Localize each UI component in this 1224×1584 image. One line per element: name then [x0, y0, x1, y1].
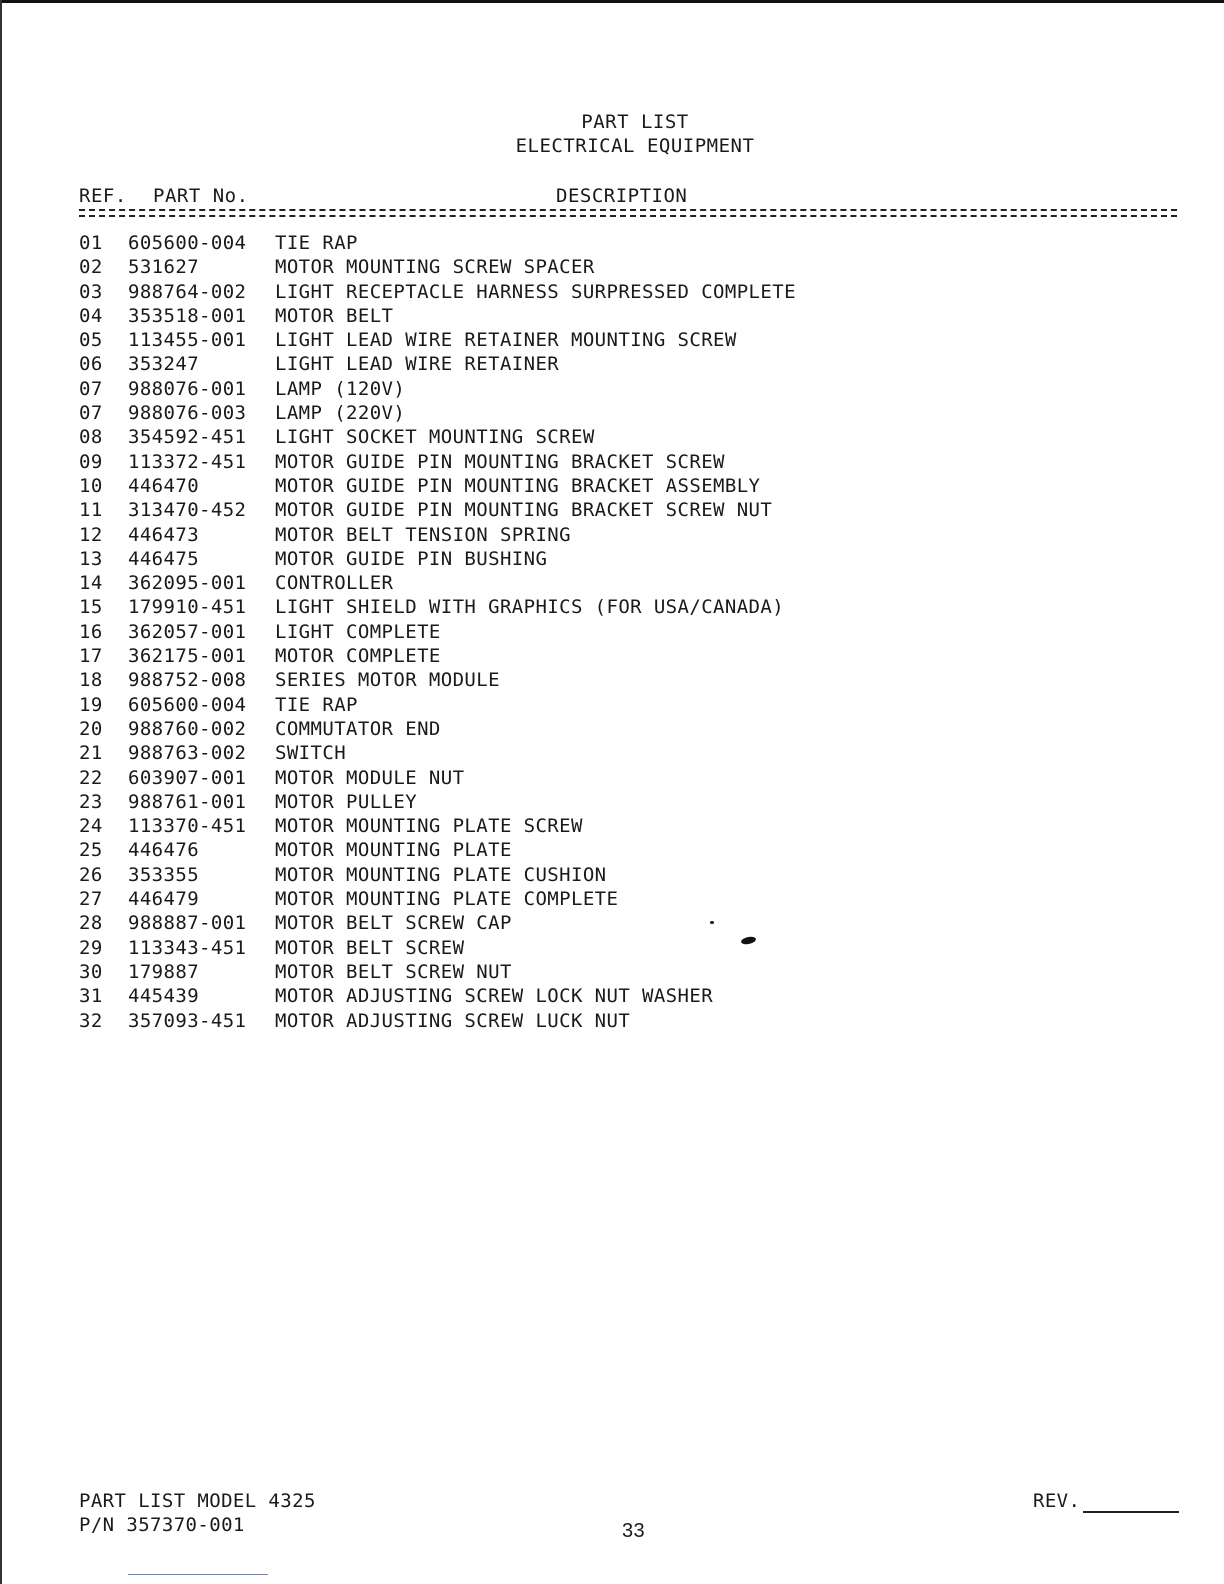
- table-row: [0, 572, 1224, 596]
- table-row: [0, 937, 1224, 961]
- row-description: MOTOR BELT SCREW NUT: [275, 960, 512, 983]
- row-ref: 32: [79, 1009, 103, 1032]
- row-part-number: 362095-001: [128, 572, 247, 595]
- row-description: COMMUTATOR END: [275, 717, 441, 740]
- row-description: LIGHT SHIELD WITH GRAPHICS (FOR USA/CANADA): [275, 596, 785, 619]
- row-ref: 10: [79, 474, 103, 497]
- row-description: MOTOR ADJUSTING SCREW LOCK NUT WASHER: [275, 985, 714, 1008]
- row-ref: 07: [79, 377, 103, 400]
- footer-part-number: P/N 357370-001: [79, 1514, 245, 1536]
- column-header-ref: REF.: [79, 185, 127, 207]
- row-ref: 23: [79, 790, 103, 813]
- footer-model: PART LIST MODEL 4325: [79, 1490, 316, 1512]
- table-row: [0, 524, 1224, 548]
- row-ref: 31: [79, 985, 103, 1008]
- footer-rev-label: REV.: [1033, 1490, 1081, 1512]
- row-description: SERIES MOTOR MODULE: [275, 669, 500, 692]
- row-description: MOTOR COMPLETE: [275, 645, 441, 668]
- row-part-number: 113455-001: [128, 329, 247, 352]
- table-row: [0, 645, 1224, 669]
- row-description: MOTOR MOUNTING PLATE: [275, 839, 512, 862]
- parts-table: [0, 232, 1224, 1034]
- table-row: [0, 499, 1224, 523]
- row-ref: 20: [79, 717, 103, 740]
- row-description: MOTOR BELT SCREW: [275, 936, 465, 959]
- table-row: [0, 1010, 1224, 1034]
- row-ref: 13: [79, 547, 103, 570]
- row-part-number: 605600-004: [128, 693, 247, 716]
- row-part-number: 605600-004: [128, 232, 247, 254]
- row-ref: 05: [79, 329, 103, 352]
- row-part-number: 988760-002: [128, 717, 247, 740]
- row-ref: 26: [79, 863, 103, 886]
- table-row: [0, 451, 1224, 475]
- row-description: LIGHT RECEPTACLE HARNESS SURPRESSED COMPLETE: [275, 280, 796, 303]
- row-ref: 02: [79, 256, 103, 279]
- row-description: LIGHT LEAD WIRE RETAINER: [275, 353, 560, 376]
- row-ref: 04: [79, 304, 103, 327]
- row-part-number: 446470: [128, 474, 200, 497]
- row-description: MOTOR ADJUSTING SCREW LUCK NUT: [275, 1009, 631, 1032]
- row-ref: 07: [79, 402, 103, 425]
- row-ref: 17: [79, 645, 103, 668]
- table-row: [0, 888, 1224, 912]
- table-row: [0, 767, 1224, 791]
- row-description: MOTOR BELT: [275, 304, 394, 327]
- row-ref: 01: [79, 232, 103, 254]
- row-description: MOTOR BELT TENSION SPRING: [275, 523, 571, 546]
- page-number: 33: [622, 1520, 646, 1542]
- table-row: [0, 742, 1224, 766]
- table-row: [0, 864, 1224, 888]
- row-part-number: 446476: [128, 839, 200, 862]
- table-row: [0, 305, 1224, 329]
- row-part-number: 988763-002: [128, 742, 247, 765]
- table-row: [0, 475, 1224, 499]
- row-ref: 06: [79, 353, 103, 376]
- row-ref: 09: [79, 450, 103, 473]
- row-description: MOTOR BELT SCREW CAP: [275, 912, 512, 935]
- row-ref: 25: [79, 839, 103, 862]
- row-part-number: 313470-452: [128, 499, 247, 522]
- row-part-number: 988752-008: [128, 669, 247, 692]
- row-part-number: 531627: [128, 256, 200, 279]
- table-row: [0, 669, 1224, 693]
- row-description: MOTOR GUIDE PIN MOUNTING BRACKET SCREW: [275, 450, 725, 473]
- row-part-number: 113343-451: [128, 936, 247, 959]
- row-part-number: 446473: [128, 523, 200, 546]
- row-description: SWITCH: [275, 742, 347, 765]
- row-description: MOTOR MOUNTING SCREW SPACER: [275, 256, 595, 279]
- table-row: [0, 961, 1224, 985]
- row-description: CONTROLLER: [275, 572, 394, 595]
- scan-artifact-line: [128, 1574, 268, 1575]
- row-description: MOTOR MOUNTING PLATE SCREW: [275, 815, 583, 838]
- table-row: [0, 985, 1224, 1009]
- row-ref: 08: [79, 426, 103, 449]
- row-part-number: 988764-002: [128, 280, 247, 303]
- row-ref: 21: [79, 742, 103, 765]
- row-part-number: 446475: [128, 547, 200, 570]
- page-subtitle: ELECTRICAL EQUIPMENT: [515, 135, 755, 157]
- table-row: [0, 621, 1224, 645]
- row-part-number: 353518-001: [128, 304, 247, 327]
- table-row: [0, 426, 1224, 450]
- table-row: [0, 839, 1224, 863]
- row-ref: 16: [79, 620, 103, 643]
- row-description: MOTOR GUIDE PIN MOUNTING BRACKET SCREW NUT: [275, 499, 773, 522]
- row-part-number: 113370-451: [128, 815, 247, 838]
- row-description: TIE RAP: [275, 693, 358, 716]
- table-row: [0, 378, 1224, 402]
- row-part-number: 362175-001: [128, 645, 247, 668]
- table-row: [0, 694, 1224, 718]
- row-description: LIGHT LEAD WIRE RETAINER MOUNTING SCREW: [275, 329, 737, 352]
- row-ref: 15: [79, 596, 103, 619]
- row-ref: 27: [79, 888, 103, 911]
- row-part-number: 179887: [128, 960, 200, 983]
- row-part-number: 988076-001: [128, 377, 247, 400]
- row-part-number: 357093-451: [128, 1009, 247, 1032]
- table-row: [0, 718, 1224, 742]
- table-row: [0, 329, 1224, 353]
- table-row: [0, 596, 1224, 620]
- row-part-number: 988076-003: [128, 402, 247, 425]
- row-part-number: 353247: [128, 353, 200, 376]
- row-part-number: 445439: [128, 985, 200, 1008]
- table-row: [0, 548, 1224, 572]
- row-part-number: 354592-451: [128, 426, 247, 449]
- table-row: [0, 256, 1224, 280]
- row-description: TIE RAP: [275, 232, 358, 254]
- row-ref: 24: [79, 815, 103, 838]
- row-description: MOTOR MODULE NUT: [275, 766, 465, 789]
- row-description: LAMP (120V): [275, 377, 406, 400]
- table-row: [0, 912, 1224, 936]
- row-part-number: 988761-001: [128, 790, 247, 813]
- table-row: [0, 281, 1224, 305]
- table-row: [0, 353, 1224, 377]
- column-header-part: PART No.: [153, 185, 249, 207]
- rev-signature-line: [1083, 1511, 1179, 1513]
- row-ref: 11: [79, 499, 103, 522]
- row-part-number: 988887-001: [128, 912, 247, 935]
- page-title: PART LIST: [581, 111, 689, 133]
- row-description: LIGHT SOCKET MOUNTING SCREW: [275, 426, 595, 449]
- row-description: LAMP (220V): [275, 402, 406, 425]
- row-description: MOTOR MOUNTING PLATE COMPLETE: [275, 888, 619, 911]
- table-row: [0, 402, 1224, 426]
- row-part-number: 113372-451: [128, 450, 247, 473]
- scan-speck: [710, 921, 714, 924]
- row-ref: 12: [79, 523, 103, 546]
- row-part-number: 179910-451: [128, 596, 247, 619]
- row-ref: 22: [79, 766, 103, 789]
- row-ref: 28: [79, 912, 103, 935]
- row-ref: 30: [79, 960, 103, 983]
- row-description: MOTOR GUIDE PIN MOUNTING BRACKET ASSEMBLY: [275, 474, 761, 497]
- row-ref: 03: [79, 280, 103, 303]
- table-row: [0, 815, 1224, 839]
- header-double-rule: [79, 209, 1177, 217]
- column-header-description: DESCRIPTION: [556, 185, 688, 207]
- row-description: LIGHT COMPLETE: [275, 620, 441, 643]
- row-description: MOTOR PULLEY: [275, 790, 418, 813]
- row-ref: 14: [79, 572, 103, 595]
- row-part-number: 362057-001: [128, 620, 247, 643]
- row-ref: 18: [79, 669, 103, 692]
- table-row: [0, 232, 1224, 256]
- row-ref: 29: [79, 936, 103, 959]
- scan-top-edge: [0, 0, 1224, 3]
- row-part-number: 446479: [128, 888, 200, 911]
- table-row: [0, 791, 1224, 815]
- row-ref: 19: [79, 693, 103, 716]
- row-description: MOTOR MOUNTING PLATE CUSHION: [275, 863, 607, 886]
- row-part-number: 603907-001: [128, 766, 247, 789]
- row-description: MOTOR GUIDE PIN BUSHING: [275, 547, 548, 570]
- row-part-number: 353355: [128, 863, 200, 886]
